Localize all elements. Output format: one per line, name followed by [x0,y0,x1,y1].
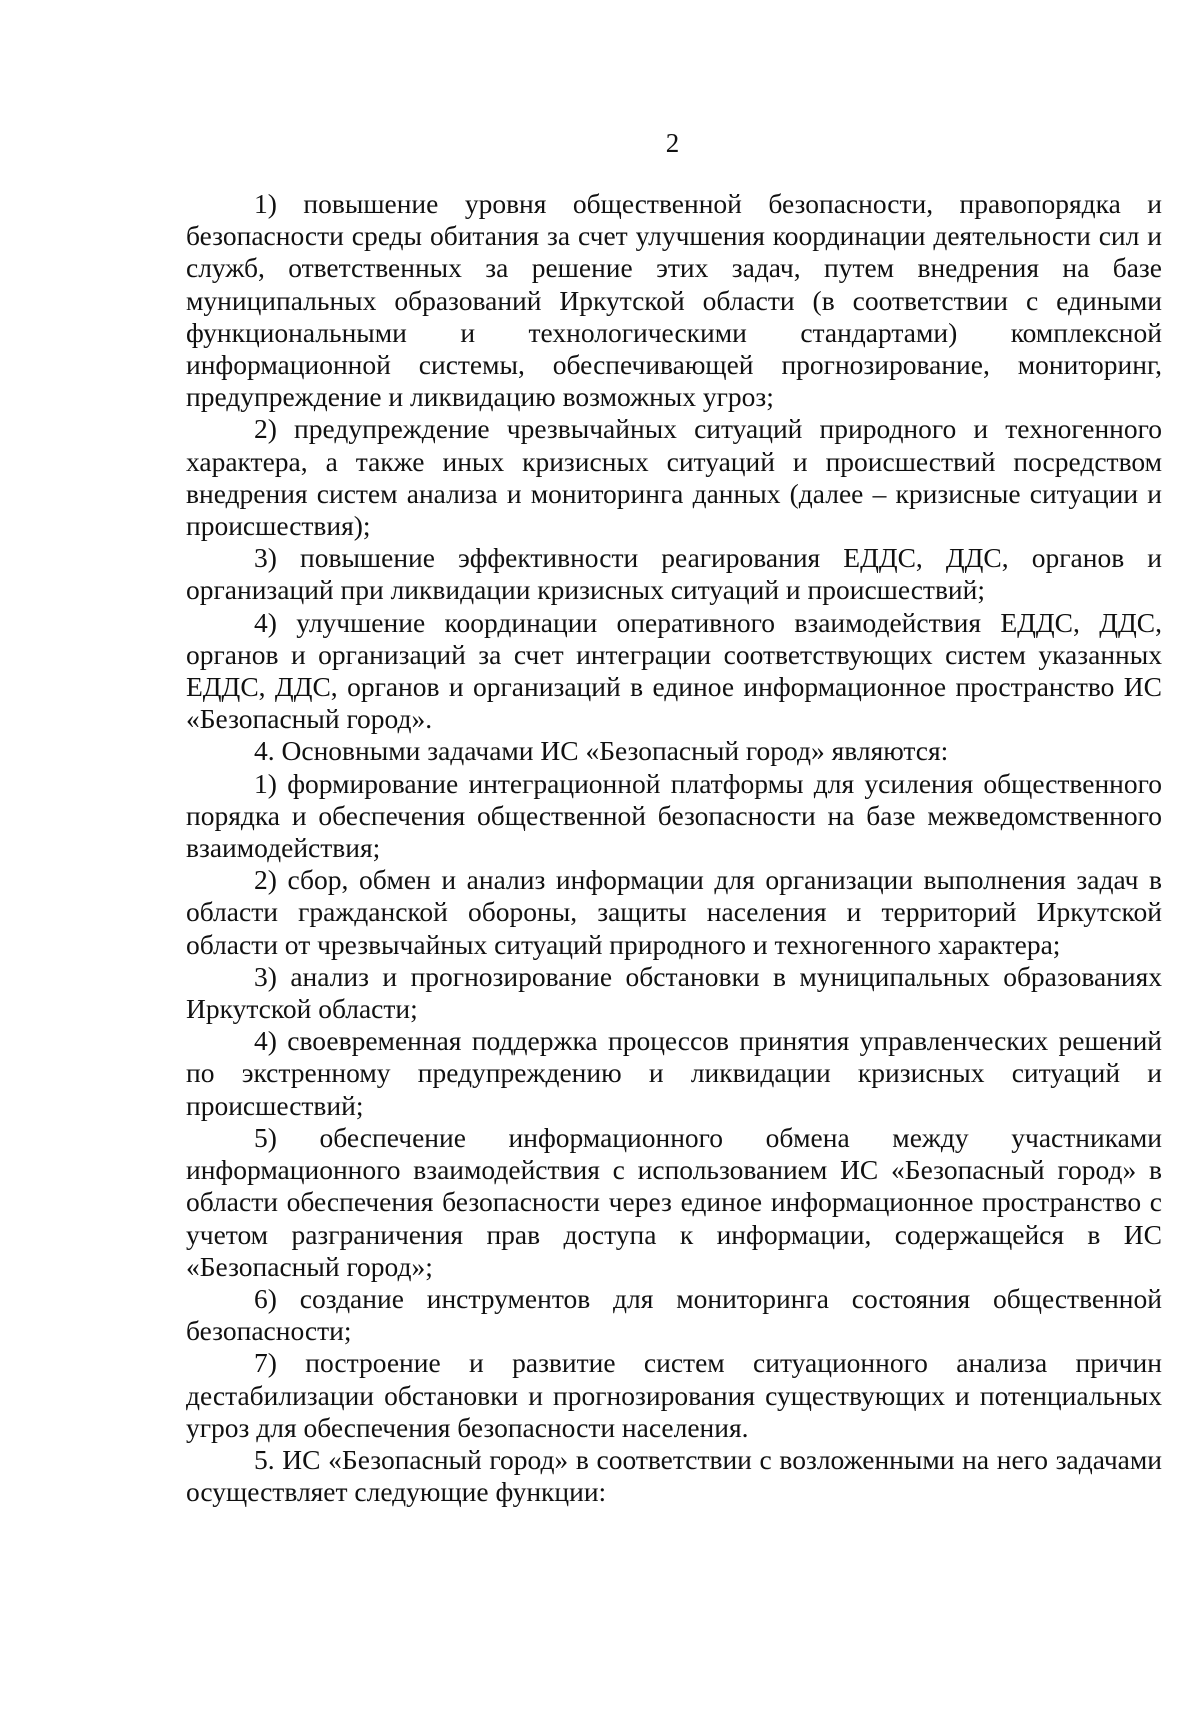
document-body [186,188,1162,1508]
paragraph-task-7: 7) построение и развитие систем ситуационного анализа причин дестабилизации обстановки и прогнозирования существующих и потенциальных угроз для обеспечения безопасности населения. [186,1347,1162,1443]
paragraph-goal-2: 2) предупреждение чрезвычайных ситуаций природного и техногенного характера, а также иных кризисных ситуаций и происшествий посредством внедрения систем анализа и мониторинга данных (далее – кризисные ситуации и происшествия); [186,413,1162,542]
paragraph-task-3: 3) анализ и прогнозирование обстановки в муниципальных образованиях Иркутской области; [186,960,1162,1025]
section-heading-tasks: 4. Основными задачами ИС «Безопасный город» являются: [254,735,949,767]
paragraph-goal-1: 1) повышение уровня общественной безопасности, правопорядка и безопасности среды обитания за счет улучшения координации деятельности сил и служб, ответственных за решение этих задач, путем внедрения на базе муниципальных образований Иркутской области (в соответствии с едиными функциональными и технологическими стандартами) комплексной информационной системы, обеспечивающей прогнозирование, мониторинг, предупреждение и ликвидацию возможных угроз; [186,188,1162,413]
paragraph-goal-3: 3) повышение эффективности реагирования ЕДДС, ДДС, органов и организаций при ликвидации кризисных ситуаций и происшествий; [186,542,1162,606]
paragraph-task-2: 2) сбор, обмен и анализ информации для организации выполнения задач в области гражданской обороны, защиты населения и территорий Иркутской области от чрезвычайных ситуаций природного и техногенного характера; [186,864,1162,960]
paragraph-task-5: 5) обеспечение информационного обмена между участниками информационного взаимодействия с использованием ИС «Безопасный город» в области обеспечения безопасности через единое информационное пространство с учетом разграничения прав доступа к информации, содержащейся в ИС «Безопасный город»; [186,1121,1162,1282]
page-number: 2 [665,128,680,158]
paragraph-task-4: 4) своевременная поддержка процессов принятия управленческих решений по экстренному предупреждению и ликвидации кризисных ситуаций и происшествий; [186,1025,1162,1121]
paragraph-task-6: 6) создание инструментов для мониторинга состояния общественной безопасности; [186,1282,1162,1347]
paragraph-task-1: 1) формирование интеграционной платформы для усиления общественного порядка и обеспечения общественной безопасности на базе межведомственного взаимодействия; [186,767,1162,864]
paragraph-goal-4: 4) улучшение координации оперативного взаимодействия ЕДДС, ДДС, органов и организаций за счет интеграции соответствующих систем указанных ЕДДС, ДДС, органов и организаций в единое информационное пространство ИС «Безопасный город». [186,606,1162,735]
section-heading-functions: 5. ИС «Безопасный город» в соответствии с возложенными на него задачами осуществляет следующие функции: [186,1443,1162,1508]
